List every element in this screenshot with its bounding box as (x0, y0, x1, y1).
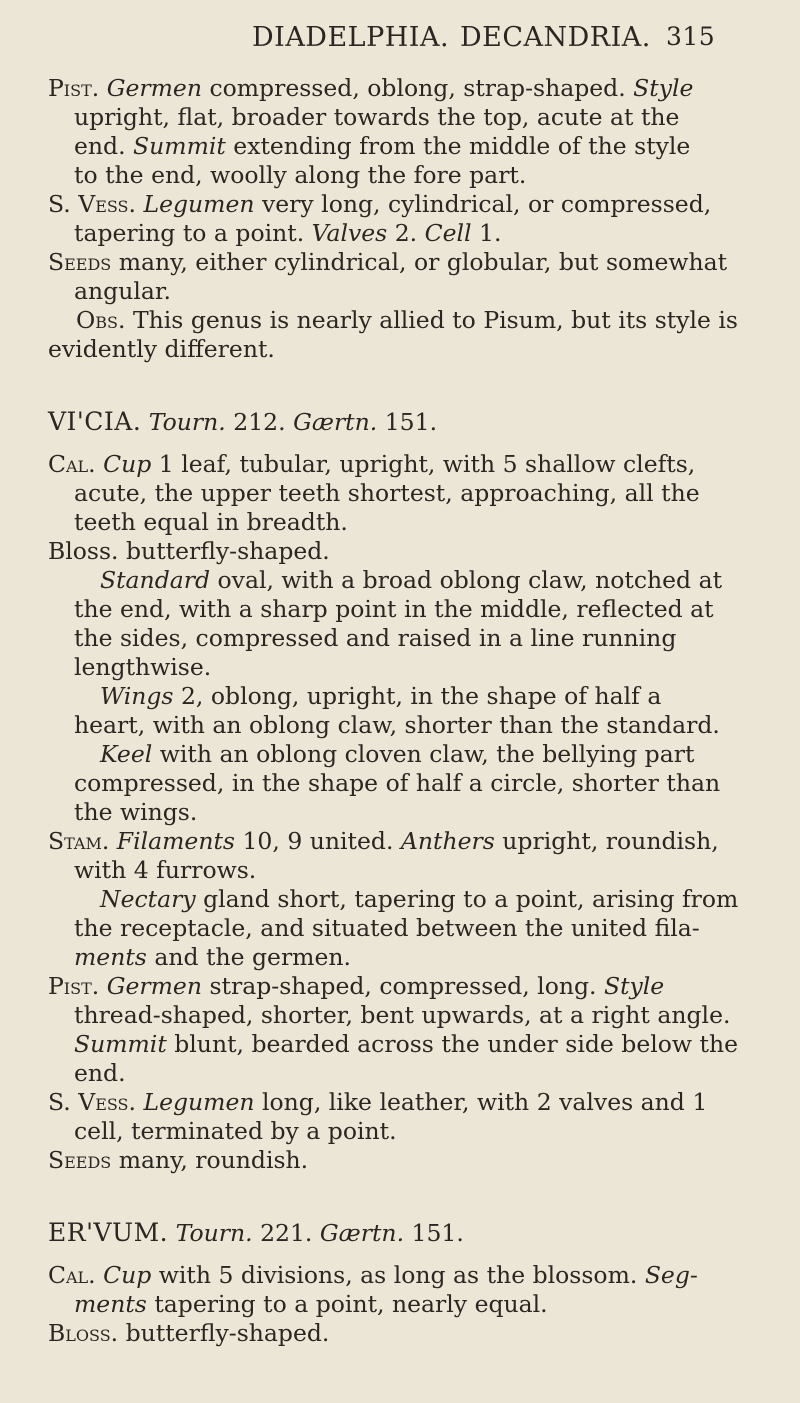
text-line: acute, the upper teeth shortest, approaching, all the (74, 479, 700, 507)
text-line: Cal. Cup with 5 divisions, as long as the blossom. Seg- (48, 1261, 698, 1289)
text-line: Cal. Cup 1 leaf, tubular, upright, with 5 shallow clefts, (48, 450, 696, 478)
text-line: Wings 2, oblong, upright, in the shape of half a (100, 682, 662, 710)
text-line: Obs. This genus is nearly allied to Pisum, but its style is (76, 306, 738, 334)
text-line: the receptacle, and situated between the united fila- (74, 914, 700, 942)
text-line: heart, with an oblong claw, shorter than the standard. (74, 711, 720, 739)
text-line: Bloss. butterfly-shaped. (48, 1319, 330, 1347)
text-line: Stam. Filaments 10, 9 united. Anthers upright, roundish, (48, 827, 719, 855)
text-line: with 4 furrows. (74, 856, 257, 884)
text-line: evidently different. (48, 335, 275, 363)
text-line: Bloss. butterfly-shaped. (48, 537, 330, 565)
header-class: DIADELPHIA. (252, 22, 450, 53)
text-line: ER'VUM. Tourn. 221. Gærtn. 151. (48, 1218, 464, 1247)
text-line: cell, terminated by a point. (74, 1117, 397, 1145)
text-line: Nectary gland short, tapering to a point, arising from (100, 885, 739, 913)
text-line: Pist. Germen compressed, oblong, strap-shaped. Style (48, 74, 694, 102)
text-line: thread-shaped, shorter, bent upwards, at a right angle. (74, 1001, 731, 1029)
text-line: lengthwise. (74, 653, 212, 681)
text-line: the end, with a sharp point in the middle, reflected at (74, 595, 714, 623)
text-line: Seeds many, roundish. (48, 1146, 309, 1174)
text-line: the sides, compressed and raised in a line running (74, 624, 677, 652)
text-line: tapering to a point. Valves 2. Cell 1. (74, 219, 502, 247)
text-line: VI'CIA. Tourn. 212. Gærtn. 151. (48, 407, 438, 436)
text-line: S. Vess. Legumen very long, cylindrical, or compressed, (48, 190, 712, 218)
text-line: angular. (74, 277, 171, 305)
text-line: S. Vess. Legumen long, like leather, with 2 valves and 1 (48, 1088, 708, 1116)
text-line: compressed, in the shape of half a circle, shorter than (74, 769, 721, 797)
text-line: Pist. Germen strap-shaped, compressed, long. Style (48, 972, 665, 1000)
text-line: Summit blunt, bearded across the under side below the (74, 1030, 739, 1058)
text-line: end. (74, 1059, 126, 1087)
text-line: ments tapering to a point, nearly equal. (74, 1290, 548, 1318)
text-line: teeth equal in breadth. (74, 508, 348, 536)
text-line: Keel with an oblong cloven claw, the bellying part (100, 740, 695, 768)
running-header (0, 14, 800, 60)
text-line: Seeds many, either cylindrical, or globular, but somewhat (48, 248, 728, 276)
text-line: ments and the germen. (74, 943, 351, 971)
text-line: end. Summit extending from the middle of the style (74, 132, 691, 160)
page-number: 315 (666, 22, 716, 51)
text-line: the wings. (74, 798, 198, 826)
text-line: to the end, woolly along the fore part. (74, 161, 527, 189)
header-order: DECANDRIA. (460, 22, 651, 53)
text-line: upright, flat, broader towards the top, acute at the (74, 103, 680, 131)
text-line: Standard oval, with a broad oblong claw, notched at (100, 566, 723, 594)
